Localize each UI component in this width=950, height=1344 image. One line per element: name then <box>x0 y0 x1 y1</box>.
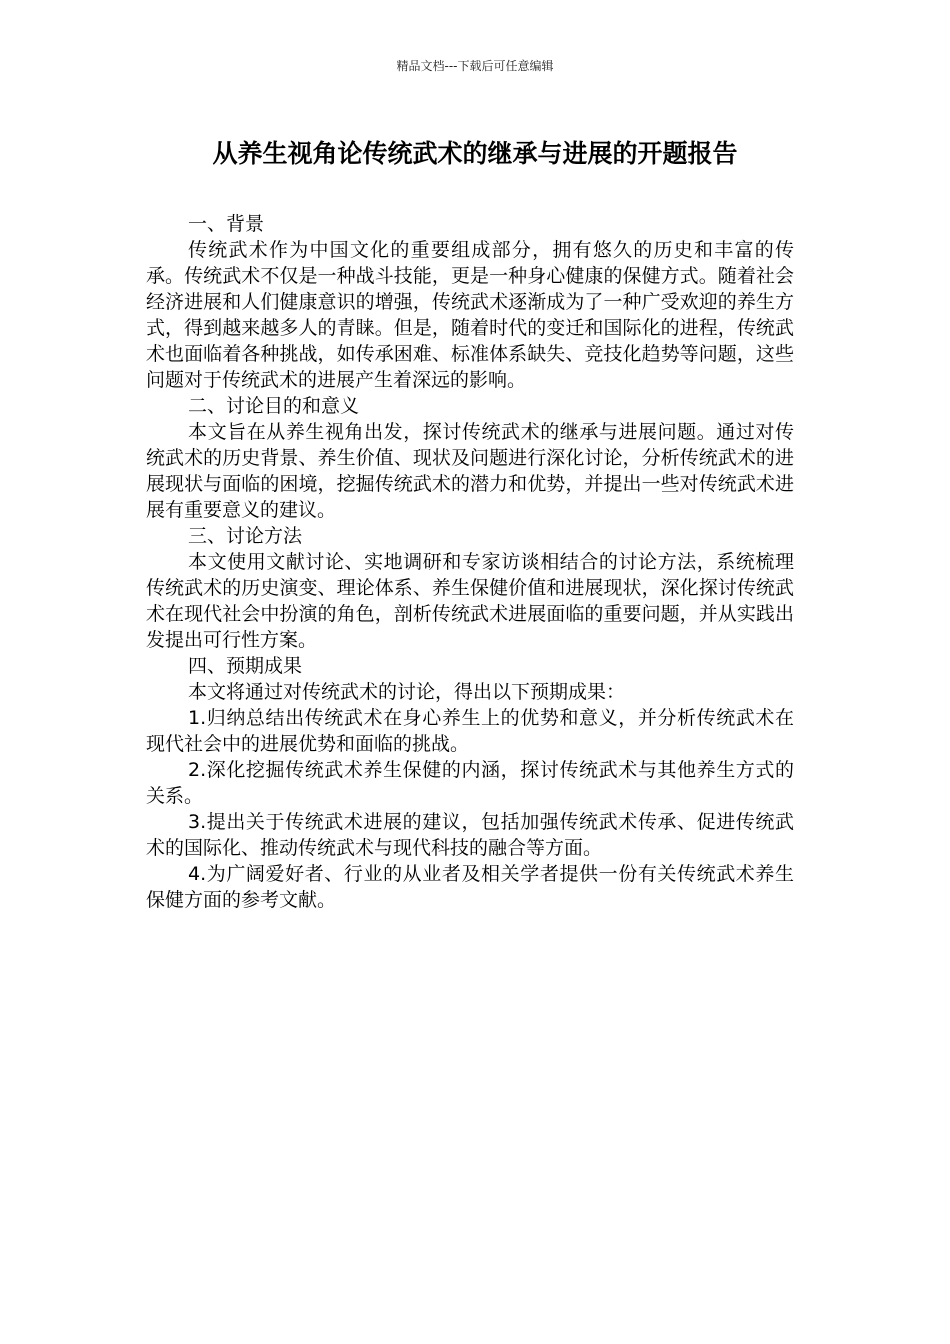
section-paragraph-method: 本文使用文献讨论、实地调研和专家访谈相结合的讨论方法，系统梳理传统武术的历史演变、理论体系、养生保健价值和进展现状，深化探讨传统武术在现代社会中扮演的角色，剖析传统武术进展面临的重要问题，并从实践出发提出可行性方案。 <box>146 551 794 651</box>
document-title: 从养生视角论传统武术的继承与进展的开题报告 <box>212 139 738 168</box>
section-heading-method: 三、讨论方法 <box>188 525 303 547</box>
section-paragraph-purpose: 本文旨在从养生视角出发，探讨传统武术的继承与进展问题。通过对传统武术的历史背景、养生价值、现状及问题进行深化讨论，分析传统武术的进展现状与面临的困境，挖掘传统武术的潜力和优势，并提出一些对传统武术进展有重要意义的建议。 <box>146 421 794 521</box>
outcome-item-2: 2.深化挖掘传统武术养生保健的内涵，探讨传统武术与其他养生方式的关系。 <box>146 759 794 807</box>
outcome-item-4: 4.为广阔爱好者、行业的从业者及相关学者提供一份有关传统武术养生保健方面的参考文献。 <box>146 863 794 911</box>
section-heading-background: 一、背景 <box>188 213 265 235</box>
section-paragraph-background: 传统武术作为中国文化的重要组成部分，拥有悠久的历史和丰富的传承。传统武术不仅是一种战斗技能，更是一种身心健康的保健方式。随着社会经济进展和人们健康意识的增强，传统武术逐渐成为了一种广受欢迎的养生方式，得到越来越多人的青睐。但是，随着时代的变迁和国际化的进程，传统武术也面临着各种挑战，如传承困难、标准体系缺失、竞技化趋势等问题，这些问题对于传统武术的进展产生着深远的影响。 <box>146 239 794 391</box>
outcome-item-3: 3.提出关于传统武术进展的建议，包括加强传统武术传承、促进传统武术的国际化、推动传统武术与现代科技的融合等方面。 <box>146 811 794 859</box>
page-header: 精品文档---下载后可任意编辑 <box>396 59 554 73</box>
section-heading-outcomes: 四、预期成果 <box>188 655 303 677</box>
document-body <box>146 211 794 913</box>
section-heading-purpose: 二、讨论目的和意义 <box>188 395 360 417</box>
outcome-item-1: 1.归纳总结出传统武术在身心养生上的优势和意义，并分析传统武术在现代社会中的进展优势和面临的挑战。 <box>146 707 794 755</box>
outcomes-intro: 本文将通过对传统武术的讨论，得出以下预期成果： <box>188 681 626 703</box>
